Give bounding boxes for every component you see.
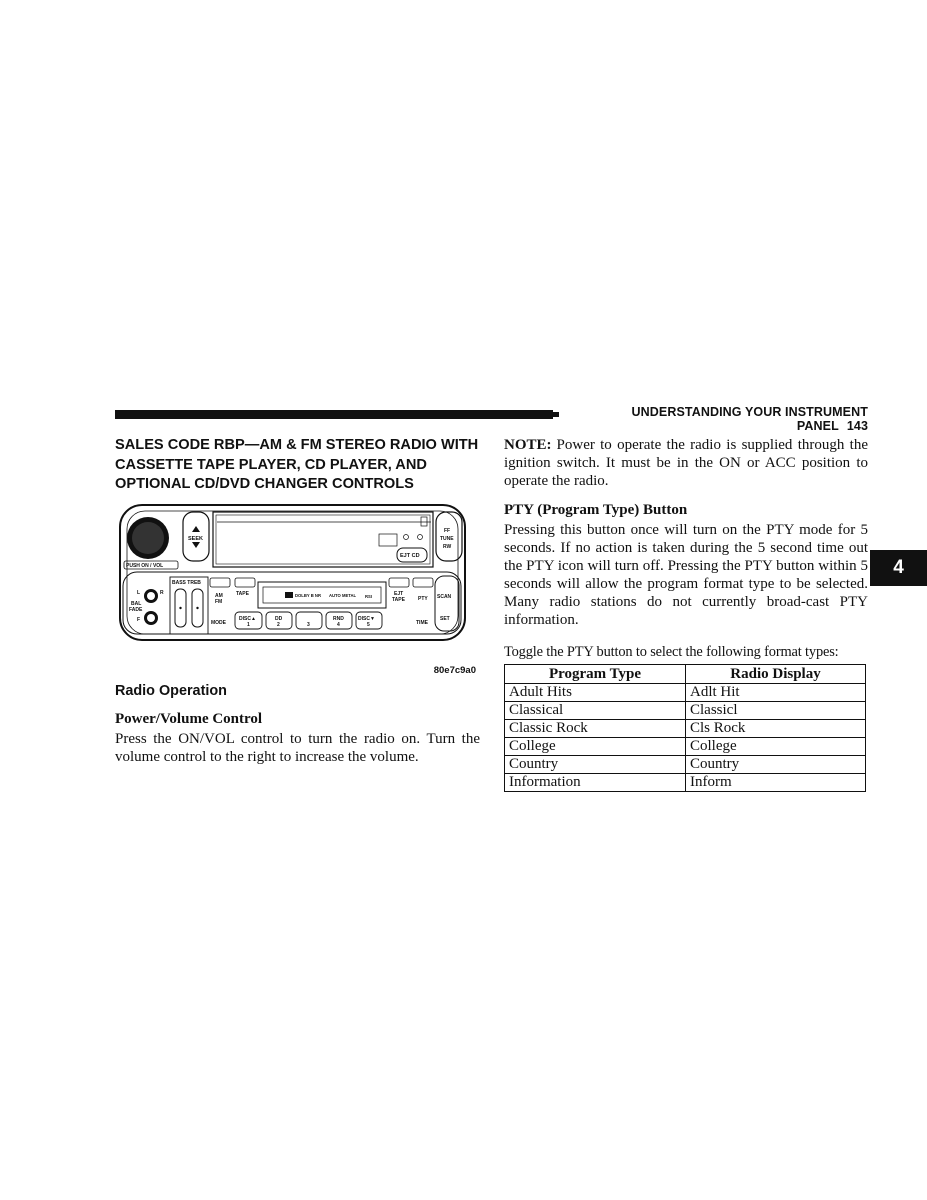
program-type-cell: Country [505,756,686,774]
tape-label: TAPE [236,591,249,597]
radio-display-cell: Cls Rock [686,720,866,738]
f-label: F [137,617,141,623]
toggle-intro: Toggle the PTY button to select the following format types: [504,644,839,660]
fade-label: FADE [129,607,143,613]
ff-label: FF [444,528,451,534]
tune-label: TUNE [440,536,454,542]
radio-illustration [115,500,481,680]
mode-label: MODE [211,620,226,626]
column-header-radio-display: Radio Display [686,665,866,684]
running-head-title: UNDERSTANDING YOUR INSTRUMENT PANEL [631,405,868,433]
program-type-cell: Classical [505,702,686,720]
note-paragraph [504,436,868,490]
section-title: SALES CODE RBP—AM & FM STEREO RADIO WITH CASSETTE TAPE PLAYER, CD PLAYER, AND OPTIONAL CD/DVD CHANGER CONTROLS [115,437,479,492]
auto-metal-label: AUTO METAL [329,593,357,598]
pty-label: PTY [418,596,428,602]
preset-1-label: 1 [247,622,250,628]
radio-display-cell: Country [686,756,866,774]
seek-label: SEEK [188,536,203,542]
scan-label: SCAN [437,594,452,600]
table-row [505,756,866,774]
figure-id: 80e7c9a0 [433,665,476,676]
preset-2-label: 2 [277,622,280,628]
ejt-cd-label: EJT CD [400,553,420,559]
ejt-tape-label: TAPE [392,597,405,603]
dd-label: DD [275,616,283,622]
set-label: SET [440,616,450,622]
note-label: NOTE: [504,437,552,453]
ejt-label: EJT [394,591,404,597]
preset-5-label: 5 [367,622,370,628]
running-head [565,405,868,433]
pty-format-table [504,664,866,792]
push-on-vol-label: PUSH ON / VOL [126,563,164,569]
table-row [505,684,866,702]
right-column [504,436,868,792]
pty-heading: PTY (Program Type) Button [504,502,688,518]
preset-3-label: 3 [307,622,310,628]
table-row [505,720,866,738]
l-label: L [137,590,141,596]
left-column [115,710,480,766]
subhead-radio-operation: Radio Operation [115,683,227,699]
header-rule-mark [553,412,559,417]
rnd-label: RND [333,616,344,622]
note-body: Power to operate the radio is supplied through the ignition switch. It must be in the ON or ACC position to operate the radio. [504,437,868,489]
chapter-tab: 4 [870,550,927,586]
bass-treb-label: BASS TREB [172,580,201,586]
pty-body: Pressing this button once will turn on the PTY mode for 5 seconds. If no action is taken during the 5 second time out the PTY icon will turn off. Pressing the PTY button within 5 seconds will allow the program format type to be selected. Many radio stations do not currently broad-cast PTY information. [504,522,868,628]
rsi-label: RSI [365,594,372,599]
column-header-program-type: Program Type [505,665,686,684]
power-volume-heading: Power/Volume Control [115,711,263,727]
disc-up-label: DISC▲ [239,616,256,622]
time-label: TIME [416,620,428,626]
dolby-label: DOLBY B NR [295,593,321,598]
table-row [505,738,866,756]
rw-label: RW [443,544,452,550]
header-rule [115,410,553,419]
table-row [505,774,866,792]
radio-display-cell: College [686,738,866,756]
radio-display-cell: Inform [686,774,866,792]
preset-4-label: 4 [337,622,340,628]
disc-down-label: DISC▼ [358,616,375,622]
program-type-cell: Information [505,774,686,792]
bal-label: BAL [131,601,142,607]
radio-display-cell: Adlt Hit [686,684,866,702]
fm-label: FM [215,599,223,605]
page-number: 143 [846,419,868,433]
radio-faceplate-drawing [115,500,481,680]
power-volume-body: Press the ON/VOL control to turn the radio on. Turn the volume control to the right to increase the volume. [115,731,480,765]
program-type-cell: Adult Hits [505,684,686,702]
table-row [505,702,866,720]
radio-display-cell: Classicl [686,702,866,720]
r-label: R [160,590,164,596]
program-type-cell: Classic Rock [505,720,686,738]
program-type-cell: College [505,738,686,756]
am-label: AM [215,593,223,599]
table-header-row [505,665,866,684]
